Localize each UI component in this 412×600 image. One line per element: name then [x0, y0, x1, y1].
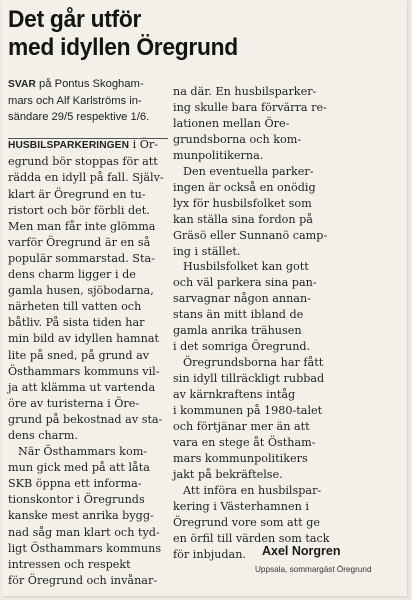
body-line: vara en stege åt Östham- [173, 435, 316, 449]
author-location: Uppsala, sommargäst Öregrund [255, 565, 372, 574]
body-line: na där. En husbilsparker- [173, 85, 317, 98]
body-line: rädda en idyll på fall. Själv- [8, 171, 164, 185]
body-line: sarvagnar någon annan- [173, 292, 311, 306]
paragraph-lead: HUSBILSPARKERINGEN [8, 140, 130, 152]
body-paragraph [8, 137, 170, 589]
article-column-2 [173, 84, 407, 563]
body-line: Öregrund vore som att ge [173, 515, 320, 529]
intro-divider [8, 138, 168, 139]
body-line: jakt på bekräftelse. [173, 467, 283, 481]
body-line: båtliv. På sista tiden har [8, 316, 145, 330]
body-line: Den eventuella parker- [183, 164, 314, 178]
headline-line-1: Det går utför [8, 6, 142, 33]
body-line: ristort och bör förbli det. [8, 203, 150, 217]
intro-kicker: SVAR [8, 79, 36, 90]
body-line: ligt Östhammars kommuns [8, 541, 162, 555]
body-line: sin idyll tillräckligt rubbad [173, 372, 325, 386]
body-line: intressen och respekt [8, 557, 131, 571]
body-line: Men man får inte glömma [8, 219, 156, 233]
body-line: tionskontor i Öregrunds [8, 493, 145, 507]
body-line: Öregrundsborna har fått [183, 356, 324, 370]
intro-line: på Pontus Skogham- [35, 78, 144, 90]
body-line: gamla husen, sjöbodarna, [8, 284, 154, 298]
body-line: ja att klämma ut vartenda [8, 380, 156, 394]
body-line: stans än mitt ibland de [173, 308, 304, 322]
body-line: mun gick med på att låta [8, 461, 150, 475]
body-line: i kommunen på 1980-talet [173, 404, 323, 418]
body-line: och väl parkera sina pan- [173, 276, 317, 290]
body-line: klart är Öregrund en tu- [8, 187, 146, 201]
body-line: egrund bör stoppas för att [8, 155, 158, 169]
body-line: kan ställa sina fordon på [173, 212, 313, 226]
body-line: gamla anrika trähusen [173, 324, 302, 338]
body-line: grund på bekostnad av sta- [8, 412, 163, 426]
body-line: för inbjudan. [173, 547, 246, 561]
body-line: i Ör- [129, 138, 159, 152]
body-line: nad såg man klart och tyd- [8, 525, 160, 539]
body-line: i det somriga Öregrund. [173, 340, 311, 354]
intro-paragraph [8, 76, 170, 125]
article-column-1 [8, 76, 170, 589]
body-line: dens charm ligger i de [8, 268, 136, 282]
body-line: lyx för husbilsfolket som [173, 196, 312, 210]
body-line: Östhammars kommuns vil- [8, 364, 160, 378]
body-line: populär sommarstad. Sta- [8, 251, 155, 265]
body-line: kanske mest anrika bygg- [8, 509, 154, 523]
body-line: SKB öppna ett informa- [8, 477, 142, 491]
author-name: Axel Norgren [262, 544, 341, 558]
intro-line: mars och Alf Karlströms in- [8, 95, 142, 108]
body-line: av kärnkraftens intåg [173, 388, 296, 402]
body-line: munpolitikerna. [173, 148, 264, 162]
body-line: och förtjänar mer än att [173, 420, 310, 434]
body-line: dens charm. [8, 428, 78, 442]
body-line: När Östhammars kom- [18, 445, 148, 459]
body-line: för Öregrund och invånar- [8, 573, 158, 587]
body-line: lite på sned, på grund av [8, 348, 150, 362]
body-line: Gräsö eller Sunnanö camp- [173, 228, 328, 242]
body-line: mars kommunpolitikers [173, 451, 308, 465]
article-headline [8, 6, 375, 62]
body-line: kering i Västerhamnen i [173, 499, 309, 513]
body-line: ing skulle bara förvärra re- [173, 100, 327, 114]
body-line: lationen mellan Öre- [173, 116, 290, 130]
body-line: öre av turisterna i Öre- [8, 396, 140, 410]
body-line: min bild av idyllen hamnat [8, 332, 159, 346]
body-line: varför Öregrund är en så [8, 235, 151, 249]
body-line: en örfil till värden som tack [173, 531, 330, 545]
body-line: grundsborna och kom- [173, 132, 302, 146]
body-line: ing i stället. [173, 244, 241, 258]
intro-line: sändare 29/5 respektive 1/6. [8, 111, 150, 124]
body-line: ingen är också en onödig [173, 180, 316, 194]
body-line: närheten till vatten och [8, 300, 142, 314]
body-line: Att införa en husbilspar- [183, 483, 322, 497]
headline-line-2: med idyllen Öregrund [8, 34, 238, 61]
body-line: Husbilsfolket kan gott [183, 260, 309, 274]
